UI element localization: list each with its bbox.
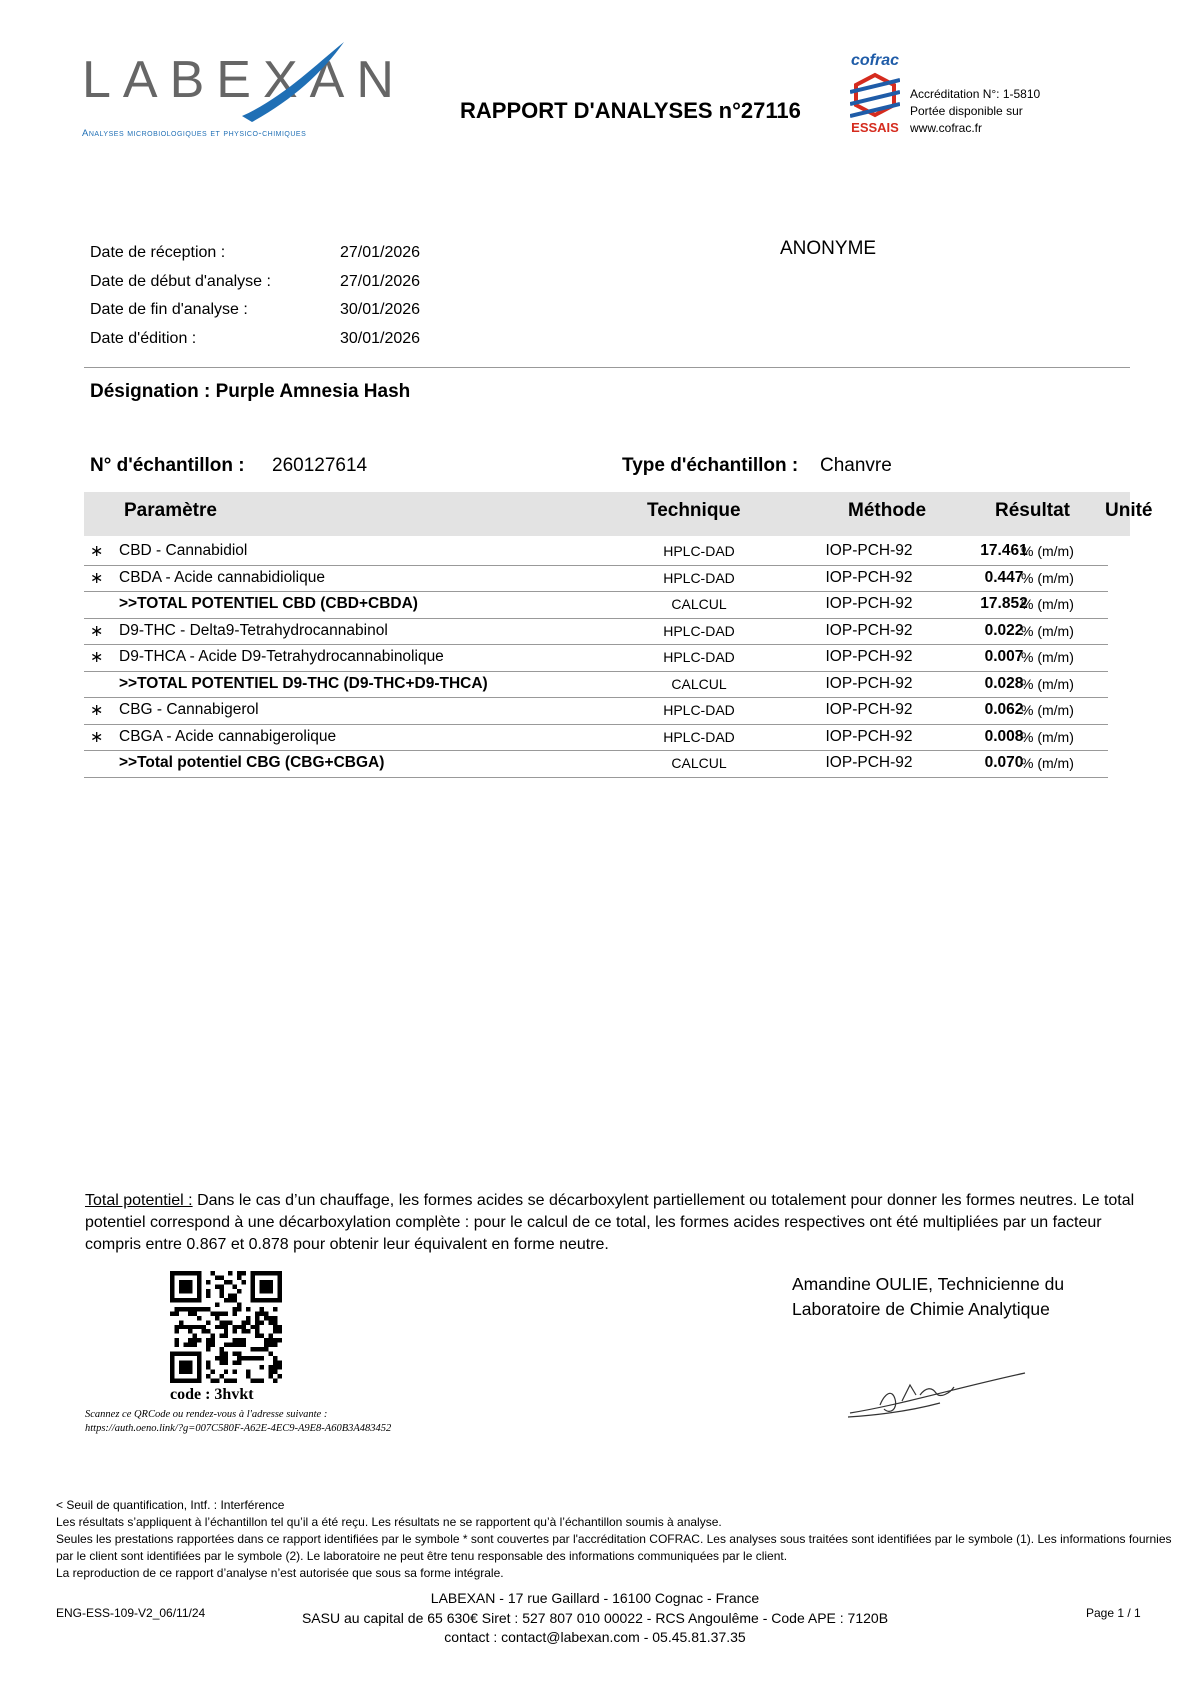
- table-row: [84, 750, 1108, 778]
- row-result: 17.852: [980, 595, 1028, 612]
- footer-company: SASU au capital de 65 630€ Siret : 527 807 010 00022 - RCS Angoulême - Code APE : 7120B: [301, 1609, 889, 1626]
- logo-subtitle: Analyses microbiologiques et physico-chimiques: [82, 128, 307, 139]
- sample-type-value: Chanvre: [820, 455, 892, 476]
- row-technique: CALCUL: [671, 755, 727, 771]
- signer-name: Amandine OULIE, Technicienne du Laboratoire de Chimie Analytique: [792, 1274, 1065, 1319]
- row-method: IOP-PCH-92: [825, 542, 913, 559]
- row-param: CBD - Cannabidiol: [119, 542, 248, 559]
- row-technique: HPLC-DAD: [663, 649, 735, 665]
- table-row: [84, 538, 1108, 566]
- row-unit: % (m/m): [1021, 569, 1074, 586]
- page-number: Page 1 / 1: [1086, 1606, 1141, 1620]
- row-unit: % (m/m): [1021, 649, 1074, 665]
- accredited-star: ∗: [90, 702, 104, 719]
- row-result: 0.022: [984, 621, 1024, 639]
- row-method: IOP-PCH-92: [825, 701, 913, 718]
- qr-help-line: Scannez ce QRCode ou rendez-vous à l'adresse suivante :: [85, 1409, 328, 1420]
- designation: Désignation : Purple Amnesia Hash: [90, 381, 411, 402]
- footer-company-info: [290, 1589, 900, 1648]
- cofrac-hexagon-icon: [850, 72, 900, 118]
- results-table-header: [84, 492, 1153, 536]
- date-value: 27/01/2026: [340, 244, 421, 261]
- footer-address: LABEXAN - 17 rue Gaillard - 16100 Cognac - France: [430, 1590, 760, 1606]
- accreditation-url: www.cofrac.fr: [910, 121, 983, 135]
- table-row: [84, 565, 1108, 593]
- divider: [84, 367, 1130, 368]
- cofrac-logo: [846, 52, 904, 138]
- row-param: CBGA - Acide cannabigerolique: [119, 727, 337, 745]
- row-unit: % (m/m): [1021, 755, 1074, 771]
- date-value: 30/01/2026: [340, 301, 421, 318]
- row-unit: % (m/m): [1021, 543, 1074, 559]
- row-result: 0.008: [984, 727, 1024, 745]
- table-row: [84, 591, 1108, 619]
- table-row: [84, 618, 1108, 646]
- row-unit: % (m/m): [1021, 675, 1074, 692]
- cofrac-top-text: cofrac: [850, 52, 900, 69]
- row-param: >>Total potentiel CBG (CBG+CBGA): [119, 754, 385, 771]
- table-row: [84, 644, 1108, 672]
- accreditation-scope: Portée disponible sur: [910, 104, 1023, 118]
- date-value: 30/01/2026: [340, 329, 421, 347]
- logo-text: LABEXAN: [82, 51, 406, 109]
- row-method: IOP-PCH-92: [825, 727, 913, 745]
- row-method: IOP-PCH-92: [825, 648, 913, 665]
- row-technique: HPLC-DAD: [663, 702, 735, 718]
- legal-line: Les résultats s’appliquent à l’échantillon tel qu’il a été reçu. Les résultats ne se rapportent qu’à l’échantillon soumis à analyse.: [56, 1515, 722, 1529]
- sample-number-label: N° d'échantillon :: [90, 455, 245, 476]
- row-technique: HPLC-DAD: [663, 543, 735, 559]
- accreditation-info: [910, 86, 1040, 137]
- row-unit: % (m/m): [1021, 596, 1074, 612]
- row-method: IOP-PCH-92: [825, 754, 913, 771]
- row-method: IOP-PCH-92: [825, 674, 913, 692]
- header-result: Résultat: [995, 500, 1070, 521]
- row-method: IOP-PCH-92: [825, 595, 913, 612]
- footer-contact: contact : contact@labexan.com - 05.45.81.37.35: [444, 1629, 746, 1645]
- row-technique: HPLC-DAD: [663, 622, 735, 639]
- row-method: IOP-PCH-92: [825, 568, 913, 586]
- sample-number-value: 260127614: [272, 455, 368, 476]
- qr-help-url[interactable]: https://auth.oeno.link/?g=007C580F-A62E-4EC9-A9E8-A60B3A483452: [85, 1423, 392, 1434]
- row-param: D9-THC - Delta9-Tetrahydrocannabinol: [119, 621, 388, 639]
- row-technique: HPLC-DAD: [663, 569, 735, 586]
- header-method: Méthode: [848, 500, 927, 521]
- row-unit: % (m/m): [1021, 702, 1074, 718]
- accredited-star: ∗: [90, 649, 104, 666]
- accreditation-number: Accréditation N°: 1-5810: [910, 87, 1041, 101]
- legal-line: Seules les prestations rapportées dans ce rapport identifiées par le symbole * sont couvertes par l'accréditation COFRAC. Les analyses sous traitées sont identifiées par le symbole (1). Les informations fournies par le client sont identifiées par le symbole (2). Le laboratoire ne peut être tenu responsable des informations communiquées par le client.: [56, 1532, 1172, 1563]
- row-param: >>TOTAL POTENTIEL D9-THC (D9-THC+D9-THCA): [119, 674, 488, 692]
- accredited-star: ∗: [90, 543, 104, 560]
- note-heading: Total potentiel :: [85, 1192, 193, 1209]
- row-technique: HPLC-DAD: [663, 728, 735, 745]
- row-param: D9-THCA - Acide D9-Tetrahydrocannabinolique: [119, 648, 444, 665]
- qr-help-text: [85, 1408, 391, 1436]
- document-reference: ENG-ESS-109-V2_06/11/24: [56, 1606, 206, 1620]
- row-unit: % (m/m): [1021, 622, 1074, 639]
- table-row: [84, 697, 1108, 725]
- qr-code-icon[interactable]: [170, 1271, 282, 1383]
- labexan-logo: [82, 38, 406, 139]
- date-label: Date de fin d'analyse :: [90, 301, 248, 318]
- row-result: 0.447: [984, 568, 1024, 586]
- row-method: IOP-PCH-92: [825, 621, 913, 639]
- cofrac-bottom-text: ESSAIS: [851, 120, 899, 135]
- legal-line: La reproduction de ce rapport d’analyse n’est autorisée que sous sa forme intégrale.: [56, 1566, 504, 1580]
- table-row: [84, 671, 1108, 699]
- table-row: [84, 724, 1108, 752]
- row-technique: CALCUL: [671, 596, 727, 612]
- row-result: 17.461: [980, 542, 1028, 559]
- row-param: CBDA - Acide cannabidiolique: [119, 568, 325, 586]
- date-label: Date de réception :: [90, 244, 226, 261]
- date-label: Date d'édition :: [90, 329, 197, 347]
- qr-code-label: code : 3hvkt: [170, 1386, 254, 1403]
- client-name: ANONYME: [780, 238, 877, 259]
- signature-icon: [840, 1365, 1030, 1425]
- legal-notes: [56, 1497, 1186, 1582]
- legal-line: < Seuil de quantification, Intf. : Interférence: [56, 1498, 285, 1512]
- row-result: 0.070: [984, 754, 1024, 771]
- row-unit: % (m/m): [1021, 728, 1074, 745]
- accredited-star: ∗: [90, 569, 104, 587]
- row-param: CBG - Cannabigerol: [119, 701, 259, 718]
- date-label: Date de début d'analyse :: [90, 272, 271, 290]
- header-technique: Technique: [647, 500, 741, 521]
- sample-type-label: Type d'échantillon :: [622, 455, 799, 476]
- note-text: Dans le cas d’un chauffage, les formes acides se décarboxylent partiellement ou totalement pour donner les formes neutres. Le total potentiel correspond à une décarboxylation complète : pour le calcul de ce total, les formes acides respectives ont été multipliées par un facteur compris entre 0.867 et 0.878 pour obtenir leur équivalent en forme neutre.: [85, 1192, 1135, 1253]
- row-param: >>TOTAL POTENTIEL CBD (CBD+CBDA): [119, 595, 418, 612]
- row-result: 0.062: [984, 701, 1024, 718]
- logo-swoosh-icon: [232, 38, 352, 128]
- date-value: 27/01/2026: [340, 272, 421, 290]
- row-result: 0.007: [984, 648, 1024, 665]
- report-title: RAPPORT D'ANALYSES n°27116: [460, 98, 801, 123]
- row-result: 0.028: [984, 674, 1024, 692]
- accredited-star: ∗: [90, 728, 104, 746]
- header-param: Paramètre: [124, 500, 217, 521]
- row-technique: CALCUL: [671, 675, 727, 692]
- accredited-star: ∗: [90, 622, 104, 640]
- header-unit: Unité: [1105, 500, 1153, 521]
- total-potentiel-note: [85, 1190, 1135, 1256]
